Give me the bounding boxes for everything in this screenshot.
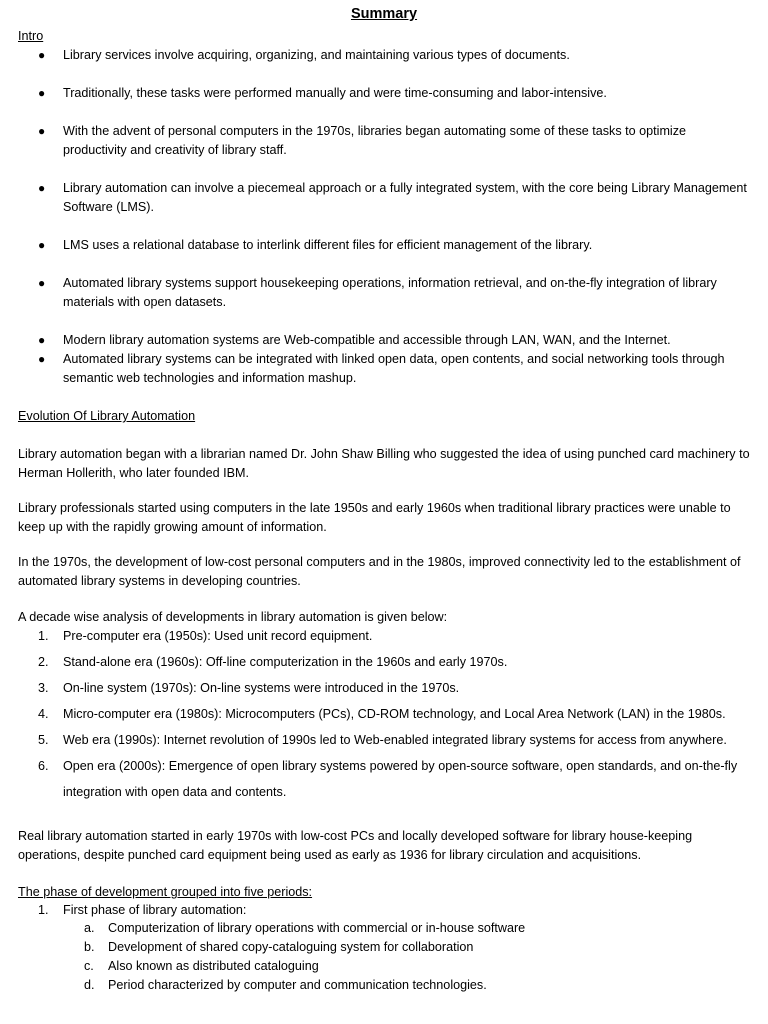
phase-subitem: b. Development of shared copy-cataloguing system for collaboration (84, 940, 474, 954)
phase-subitem: d. Period characterized by computer and communication technologies. (84, 978, 487, 992)
intro-bullet: ● Library services involve acquiring, organizing, and maintaining various types of documents. (63, 46, 753, 65)
bullet-icon: ● (38, 333, 46, 347)
paragraph: Library professionals started using computers in the late 1950s and early 1960s when traditional library practices were unable to keep up with the rapidly growing amount of information. (18, 501, 731, 534)
phase-subitem: c. Also known as distributed cataloguing (84, 959, 319, 973)
era-item: 6. Open era (2000s): Emergence of open library systems powered by open-source software, open standards, and on-the-fly integration with open data and contents. (38, 759, 738, 799)
era-item: 3. On-line system (1970s): On-line systems were introduced in the 1970s. (38, 681, 460, 695)
intro-bullet: ● Traditionally, these tasks were performed manually and were time-consuming and labor-intensive. (63, 84, 753, 103)
era-item: 5. Web era (1990s): Internet revolution of 1990s led to Web-enabled integrated library systems for access from anywhere. (38, 733, 727, 747)
paragraph: A decade wise analysis of developments in library automation is given below: (18, 610, 448, 624)
bullet-icon: ● (38, 48, 46, 62)
phase-item: 1. First phase of library automation: (38, 903, 247, 917)
era-item: 4. Micro-computer era (1980s): Microcomputers (PCs), CD-ROM technology, and Local Area Network (LAN) in the 1980s. (38, 707, 726, 721)
era-item: 1. Pre-computer era (1950s): Used unit record equipment. (38, 629, 373, 643)
intro-bullet: ● LMS uses a relational database to interlink different files for efficient management of the library. (63, 236, 753, 255)
phases-heading: The phase of development grouped into five periods: (18, 885, 313, 899)
intro-bullet: ● Modern library automation systems are Web-compatible and accessible through LAN, WAN, and the Internet. (63, 331, 753, 350)
evolution-heading: Evolution Of Library Automation (18, 409, 196, 423)
bullet-icon: ● (38, 276, 46, 290)
bullet-icon: ● (38, 86, 46, 100)
intro-bullet: ● Library automation can involve a piecemeal approach or a fully integrated system, with the core being Library Management Software (LMS). (38, 181, 747, 214)
intro-heading: Intro (18, 29, 44, 43)
phase-subitem: a. Computerization of library operations with commercial or in-house software (84, 921, 526, 935)
bullet-icon: ● (38, 352, 46, 366)
intro-bullet: ● With the advent of personal computers in the 1970s, libraries began automating some of these tasks to optimize productivity and creativity of library staff. (38, 124, 687, 157)
paragraph: Real library automation started in early 1970s with low-cost PCs and locally developed software for library house-keeping operations, despite punched card equipment being used as early as 1936 for library circulation and acquisitions. (18, 829, 693, 862)
intro-bullet: ● Automated library systems can be integrated with linked open data, open contents, and social networking tools through semantic web technologies and information mashup. (38, 352, 725, 385)
paragraph: In the 1970s, the development of low-cost personal computers and in the 1980s, improved connectivity led to the establishment of automated library systems in developing countries. (18, 555, 741, 588)
page-title: Summary (350, 6, 418, 22)
intro-bullet: ● Automated library systems support housekeeping operations, information retrieval, and on-the-fly integration of library materials with open datasets. (38, 276, 717, 309)
bullet-icon: ● (38, 124, 46, 138)
bullet-icon: ● (38, 181, 46, 195)
era-item: 2. Stand-alone era (1960s): Off-line computerization in the 1960s and early 1970s. (38, 655, 508, 669)
bullet-icon: ● (38, 238, 46, 252)
paragraph: Library automation began with a librarian named Dr. John Shaw Billing who suggested the idea of using punched card machinery to Herman Hollerith, who later founded IBM. (18, 447, 750, 480)
